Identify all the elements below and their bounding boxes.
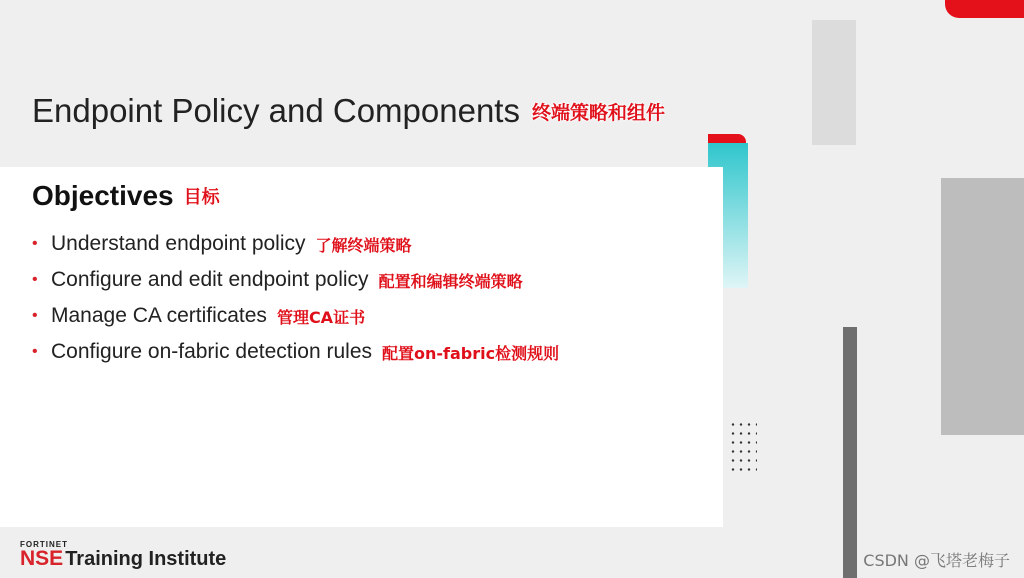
list-item (32, 226, 559, 262)
objectives-label: Objectives (32, 180, 174, 211)
list-item (32, 334, 559, 370)
csdn-watermark: CSDN @飞塔老梅子 (863, 551, 1010, 570)
objectives-heading (32, 180, 220, 212)
fortinet-wordmark: FORTINET (20, 540, 68, 549)
bullet-icon: • (32, 235, 38, 252)
bullet-icon: • (32, 307, 38, 324)
nse-training-institute-logo (20, 547, 226, 571)
bullet-annotation: 了解终端策略 (315, 235, 412, 255)
red-corner-accent (945, 0, 1024, 18)
bullet-text: Configure on-fabric detection rules (51, 340, 373, 363)
bullet-annotation: 管理CA证书 (276, 307, 366, 327)
slide-title-annotation: 终端策略和组件 (531, 101, 665, 124)
slide-title (32, 92, 665, 130)
slide-title-text: Endpoint Policy and Components (32, 92, 520, 129)
dark-vertical-bar (843, 327, 857, 578)
bullet-text: Manage CA certificates (51, 304, 267, 327)
grey-decor-block (812, 20, 856, 145)
bullet-text: Understand endpoint policy (51, 232, 306, 255)
bullet-icon: • (32, 343, 38, 360)
list-item (32, 262, 559, 298)
objectives-annotation: 目标 (183, 187, 220, 208)
dot-grid-decor (729, 420, 757, 474)
red-tab-accent (708, 134, 746, 143)
list-item (32, 298, 559, 334)
objectives-list (32, 226, 559, 370)
bullet-icon: • (32, 271, 38, 288)
bullet-annotation: 配置和编辑终端策略 (378, 271, 523, 291)
training-institute-text: Training Institute (65, 548, 227, 570)
bullet-annotation: 配置on-fabric检测规则 (382, 343, 560, 363)
fortinet-nse-logo (20, 540, 226, 571)
grey-decor-panel (941, 178, 1024, 435)
nse-wordmark: NSE (20, 547, 64, 570)
bullet-text: Configure and edit endpoint policy (51, 268, 369, 291)
